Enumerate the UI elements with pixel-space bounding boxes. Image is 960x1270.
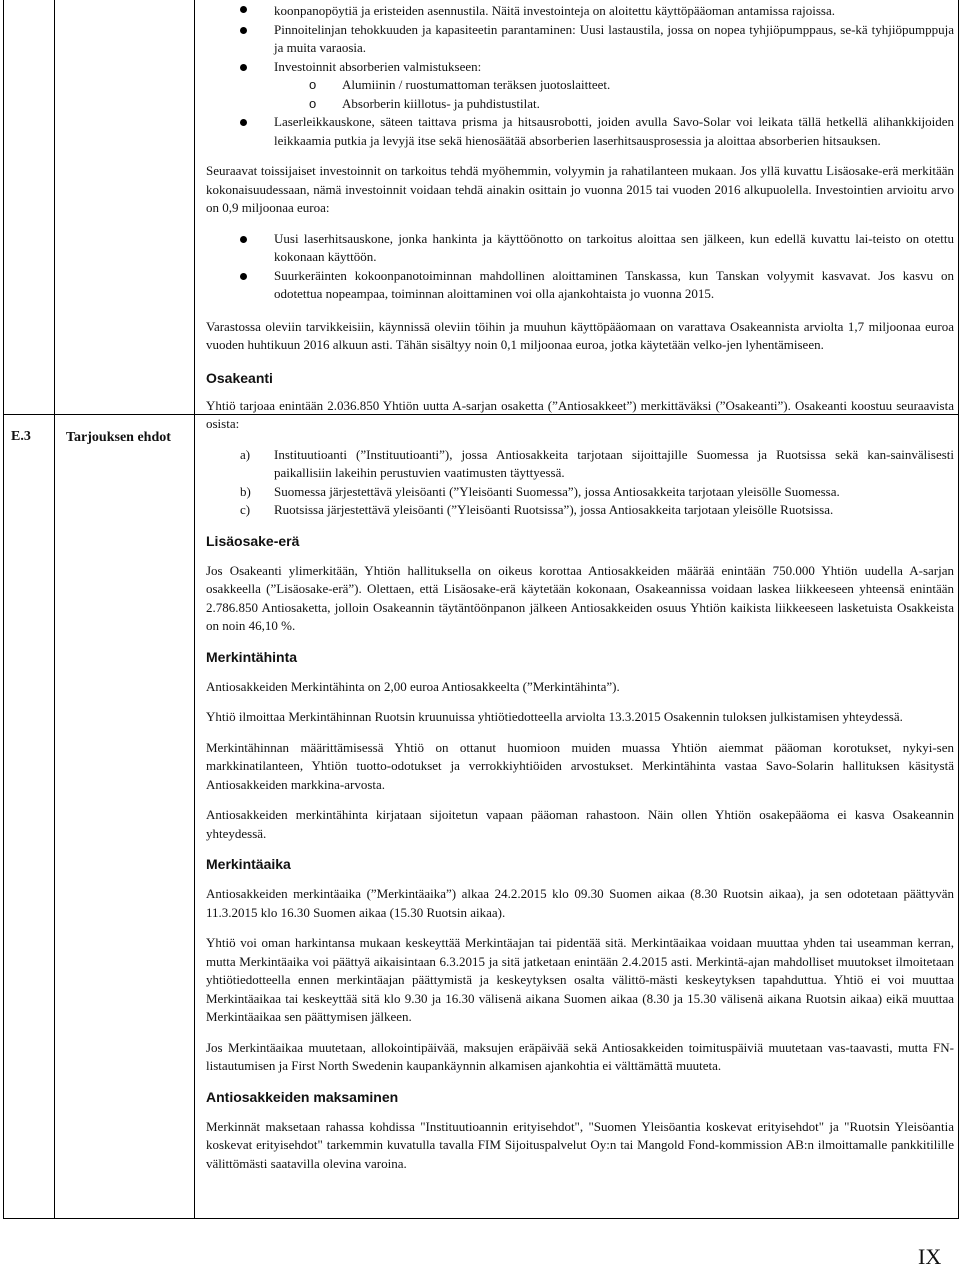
- list-item: [206, 483, 954, 502]
- content-column: [206, 0, 954, 1173]
- paragraph: Yhtiö ilmoittaa Merkintähinnan Ruotsin kruunuissa yhtiötiedotteella arviolta 13.3.2015 Osakennin tuloksen julkistamisen yhteydessä.: [206, 709, 903, 724]
- section-title: Tarjouksen ehdot: [66, 430, 171, 445]
- list-item: Uusi laserhitsauskone, jonka hankinta ja käyttöönotto on tarkoitus aloittaa sen jälkeen, kun edellä kuvattu lai-teisto on otettu kokonaan käyttöön.: [206, 230, 954, 267]
- heading-lisaosake: Lisäosake-erä: [206, 532, 300, 549]
- heading-maksaminen: Antiosakkeiden maksaminen: [206, 1088, 399, 1105]
- paragraph: Varastossa oleviin tarvikkeisiin, käynnissä oleviin töihin ja muuhun käyttöpääomaan on varattava Osakeannista arviolta 1,7 miljoonaa euroa vuoden huhtikuun 2016 alkuun asti. Tähän sisältyy noin 0,1 miljoonaa euroa, jotka käytetään velko-jen lyhentämiseen.: [206, 318, 954, 352]
- offering-parts: [206, 446, 954, 520]
- paragraph: Antiosakkeiden merkintäaika (”Merkintäaika”) alkaa 24.2.2015 klo 09.30 Suomen aikaa (8.30 Ruotsin aikaa), ja sen odotetaan päättyvän 11.3.2015 klo 16.30 Suomen aikaa (15.30 Ruotsin aikaa).: [206, 886, 954, 920]
- heading-merkintaaika: Merkintäaika: [206, 856, 291, 872]
- paragraph: Seuraavat toissijaiset investoinnit on tarkoitus tehdä myöhemmin, volyymin ja rahatilanteen mukaan. Jos yllä kuvattu Lisäosake-erä merkitään kokonaisuudessaan, nämä investoinnit voidaan tehdä ainakin osittain jo vuonna 2015 tai vuoden 2016 alkupuolella. Investointien arvioitu arvo on 0,9 miljoonaa euroa:: [206, 163, 954, 215]
- section-code: E.3: [11, 429, 31, 444]
- column-divider: [194, 0, 195, 1218]
- investment-bullets: [206, 0, 954, 76]
- list-item: Laserleikkauskone, säteen taittava prisma ja hitsausrobotti, joiden avulla Savo-Solar voi leikata tällä hetkellä alihankkijoiden leikkaamia putkia ja levyjä itse sekä hienosäätää absorberien laserhitsausprosessia ja aloittaa absorberien hitsauksen.: [206, 113, 954, 150]
- paragraph: Jos Osakeanti ylimerkitään, Yhtiön hallituksella on oikeus korottaa Antiosakkeiden määrää enintään 750.000 Yhtiön uudella A-sarjan osakkeella (”Lisäosake-erä”). Olettaen, että Lisäosake-erä käytetään kokonaan, Osakeannissa voidaan laskea liikkeeseen yhteensä enintään 2.786.850 Antiosaketta, jolloin Osakeannin täytäntöönpanon jälkeen Antiosakkeiden osuus Yhtiön kaikista liikkeeseen lasketuista Osakkeista on noin 46,10 %.: [206, 562, 954, 633]
- paragraph: Antiosakkeiden Merkintähinta on 2,00 euroa Antiosakkeelta (”Merkintähinta”).: [206, 678, 620, 694]
- list-item: [206, 446, 954, 483]
- list-item: koonpanopöytiä ja eristeiden asennustila. Näitä investointeja on aloitettu käyttöpääoman antamissa rajoissa.: [206, 0, 954, 21]
- list-item: Suurkeräinten kokoonpanotoiminnan mahdollinen aloittaminen Tanskassa, kun Tanskan volyymit kasvavat. Jos kasvu on odotettua nopeampaa, toiminnan aloittaminen voi olla ajankohtaista jo vuonna 2015.: [206, 267, 954, 304]
- summary-table: [3, 0, 959, 1219]
- page-number: IX: [918, 1244, 942, 1269]
- item-text: Instituutioanti (”Instituutioanti”), jossa Antiosakkeita tarjotaan sijoittajille Suomessa ja Ruotsissa sekä kan-sainvälisesti paikallisiin lakeihin perustuvien vaatimusten täyttyessä.: [274, 446, 954, 480]
- list-item: Pinnoitelinjan tehokkuuden ja kapasiteetin parantaminen: Uusi lastaustila, jossa on nopea tyhjiöpumppaus, se-kä tyhjiöpumppuja ja muita varaosia.: [206, 21, 954, 58]
- item-label: b): [240, 483, 251, 499]
- future-bullets: [206, 230, 954, 304]
- list-item: o Absorberin kiillotus- ja puhdistustilat.: [206, 95, 954, 114]
- paragraph: Merkintähinnan määrittämisessä Yhtiö on ottanut huomioon muiden muassa Yhtiön aiemmat pääoman korotukset, nykyi-sen markkinatilanteen, Yhtiön tuotto-odotukset ja verrokkiyhtiöiden arvostukset. Merkintähinta vastaa Savo-Solarin hallituksen käsitystä Antiosakkeiden markkina-arvosta.: [206, 739, 954, 792]
- column-divider: [54, 0, 55, 1218]
- laser-bullet: [206, 113, 954, 150]
- paragraph: Merkinnät maksetaan rahassa kohdissa "Instituutioannin erityisehdot", "Suomen Yleisöantia koskevat erityisehdot" ja "Ruotsin Yleisöantia koskevat erityisehdot" tarkemmin kuvatulla tavalla FIM Sijoituspalvelut Oy:n tai Mangold Fond-kommission AB:n ilmoittamalle pankkitilille välittömästi saatavilla olevina varoina.: [206, 1118, 954, 1171]
- heading-merkintahinta: Merkintähinta: [206, 648, 298, 665]
- paragraph: Jos Merkintäaikaa muutetaan, allokointipäivää, maksujen eräpäivää sekä Antiosakkeiden toimituspäiviä muutetaan vas-taavasti, mutta FN-listautumisen ja First North Swedenin kaupankäynnin alkamisen ajankohtia ei välttämättä muuteta.: [206, 1039, 954, 1073]
- list-item: [206, 501, 954, 520]
- list-item: Investoinnit absorberien valmistukseen:: [206, 58, 954, 77]
- paragraph: Antiosakkeiden merkintähinta kirjataan sijoitetun vapaan pääoman rahastoon. Näin ollen Yhtiön osakepääoma ei kasva Osakeannin yhteydessä.: [206, 807, 954, 841]
- item-label: c): [240, 502, 251, 517]
- heading-osakeanti: Osakeanti: [206, 369, 273, 386]
- item-text: Ruotsissa järjestettävä yleisöanti (”Yleisöanti Ruotsissa”), jossa Antiosakkeita tarjotaan yleisölle Ruotsissa.: [274, 502, 834, 517]
- paragraph: Yhtiö voi oman harkintansa mukaan keskeyttää Merkintäajan tai pidentää sitä. Merkintäaikaa voidaan muuttaa yhden tai useamman kerran, mutta Merkintäaika voi päättyä aikaisintaan 6.3.2015 ja sitä jatketaan enintään 2.4.2015 asti. Merkintä-ajan mahdolliset muutokset ilmoitetaan yhtiötiedotteella ennen merkintäajan päättymistä ja keskeytyksen osalta välittö-mästi keskeytyksen tapahduttua. Yhtiö ei voi muuttaa Merkintäaikaa tai keskeyttää sitä klo 9.30 ja 16.30 välisenä aikana Suomen aikaa (8.30 ja 15.30 välisenä aikana Ruotsin aikaa) eikä muuttaa Merkintäaikaa sen päättymisen jälkeen.: [206, 935, 954, 1024]
- paragraph: Yhtiö tarjoaa enintään 2.036.850 Yhtiön uutta A-sarjan osaketta (”Antiosakkeet”) merkittäväksi (”Osakeanti”). Osakeanti koostuu seuraavista osista:: [206, 397, 954, 431]
- sub-bullets: [206, 76, 954, 113]
- item-text: Suomessa järjestettävä yleisöanti (”Yleisöanti Suomessa”), jossa Antiosakkeita tarjotaan yleisölle Suomessa.: [274, 483, 840, 499]
- item-label: a): [240, 446, 251, 462]
- list-item: o Alumiinin / ruostumattoman teräksen juotoslaitteet.: [206, 76, 954, 95]
